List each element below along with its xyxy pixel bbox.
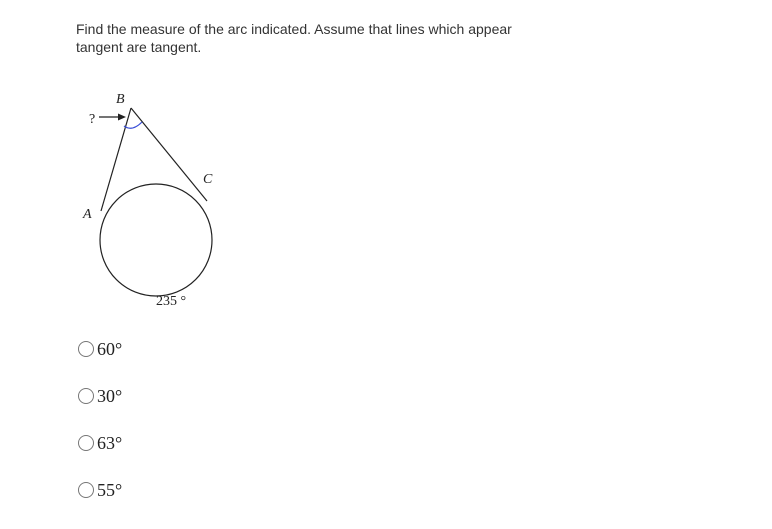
radio-button[interactable] (78, 341, 94, 357)
radio-button[interactable] (78, 435, 94, 451)
option-label: 63° (97, 432, 123, 453)
option-4[interactable] (78, 479, 122, 501)
radio-button[interactable] (78, 388, 94, 404)
label-a: A (83, 207, 92, 222)
option-label: 30° (97, 385, 123, 406)
radio-button[interactable] (78, 482, 94, 498)
label-c: C (203, 172, 213, 187)
arrow-head (118, 114, 126, 121)
circle (100, 184, 212, 296)
tangent-line-bc (131, 108, 207, 201)
option-2[interactable] (78, 385, 122, 407)
geometry-figure (76, 84, 236, 314)
option-1[interactable] (78, 338, 122, 360)
option-label: 55° (97, 479, 123, 500)
question-text: Find the measure of the arc indicated. Assume that lines which appear tangent are tangent. (76, 21, 512, 55)
option-label: 60° (97, 338, 123, 359)
label-question: ? (89, 112, 96, 127)
arc-measure-label: 235 ° (156, 294, 187, 309)
tangent-line-ba (101, 108, 131, 211)
label-b: B (116, 92, 125, 107)
option-3[interactable] (78, 432, 122, 454)
